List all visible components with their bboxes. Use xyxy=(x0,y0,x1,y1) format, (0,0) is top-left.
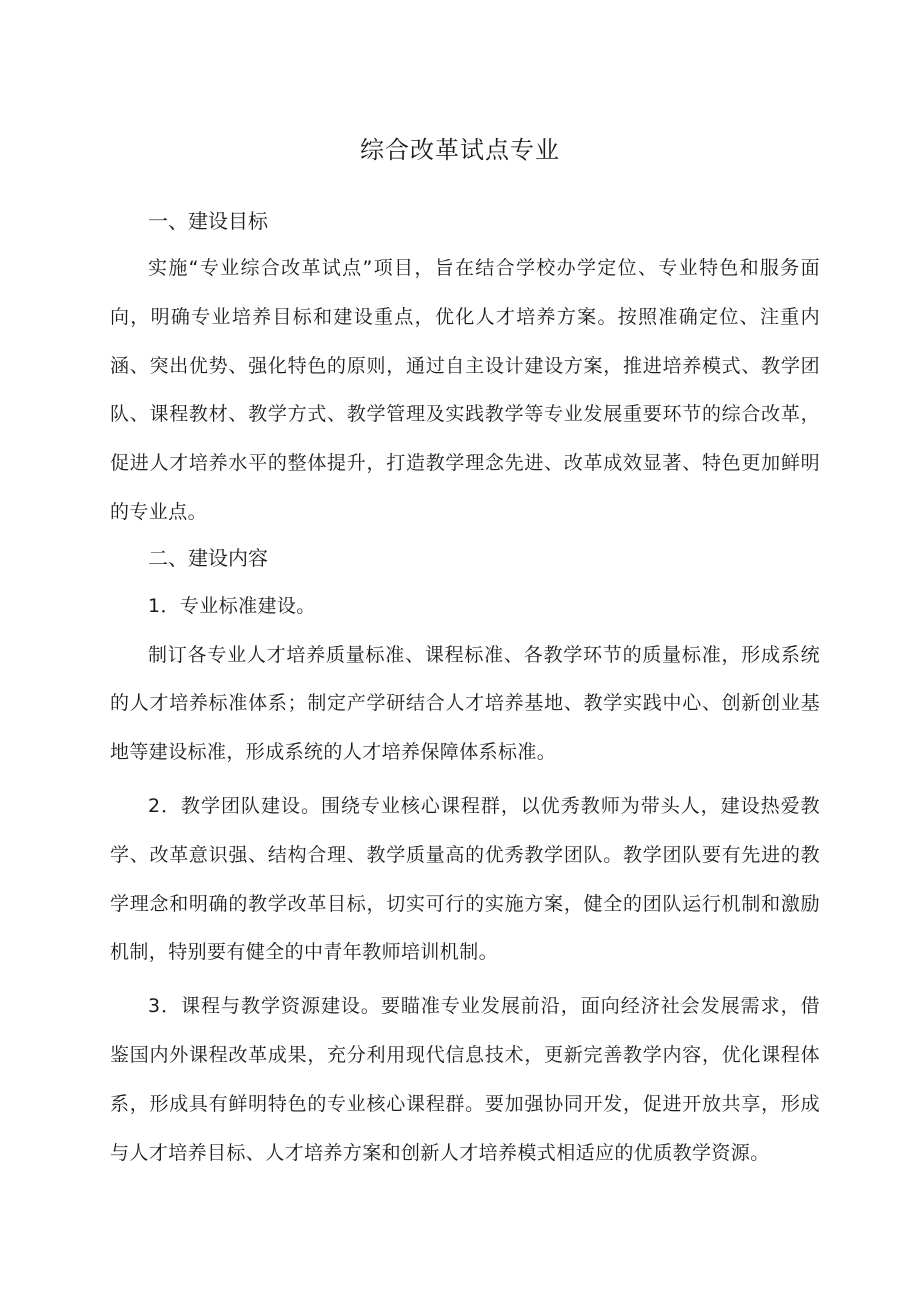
document-body xyxy=(110,203,820,1177)
paragraph-item-2: 2．教学团队建设。围绕专业核心课程群，以优秀教师为带头人，建设热爱教学、改革意识强、结构合理、教学质量高的优秀教学团队。教学团队要有先进的教学理念和明确的教学改革目标，切实可行的实施方案，健全的团队运行机制和激励机制，特别要有健全的中青年教师培训机制。 xyxy=(110,794,820,964)
section-heading-goals: 一、建设目标 xyxy=(148,209,268,233)
paragraph-goals: 实施“专业综合改革试点”项目，旨在结合学校办学定位、专业特色和服务面向，明确专业培养目标和建设重点，优化人才培养方案。按照准确定位、注重内涵、突出优势、强化特色的原则，通过自主设计建设方案，推进培养模式、教学团队、课程教材、教学方式、教学管理及实践教学等专业发展重要环节的综合改革，促进人才培养水平的整体提升，打造教学理念先进、改革成效显著、特色更加鲜明的专业点。 xyxy=(110,257,820,523)
paragraph-item-1-body: 制订各专业人才培养质量标准、课程标准、各教学环节的质量标准，形成系统的人才培养标准体系；制定产学研结合人才培养基地、教学实践中心、创新创业基地等建设标准，形成系统的人才培养保障体系标准。 xyxy=(110,643,820,764)
section-heading-content: 二、建设内容 xyxy=(148,545,268,570)
document-title: 综合改革试点专业 xyxy=(360,136,560,164)
paragraph-item-3: 3．课程与教学资源建设。要瞄准专业发展前沿，面向经济社会发展需求，借鉴国内外课程改革成果，充分利用现代信息技术，更新完善教学内容，优化课程体系，形成具有鲜明特色的专业核心课程群。要加强协同开发，促进开放共享，形成与人才培养目标、人才培养方案和创新人才培养模式相适应的优质教学资源。 xyxy=(110,995,820,1164)
paragraph-item-1-title: 1．专业标准建设。 xyxy=(148,594,316,617)
